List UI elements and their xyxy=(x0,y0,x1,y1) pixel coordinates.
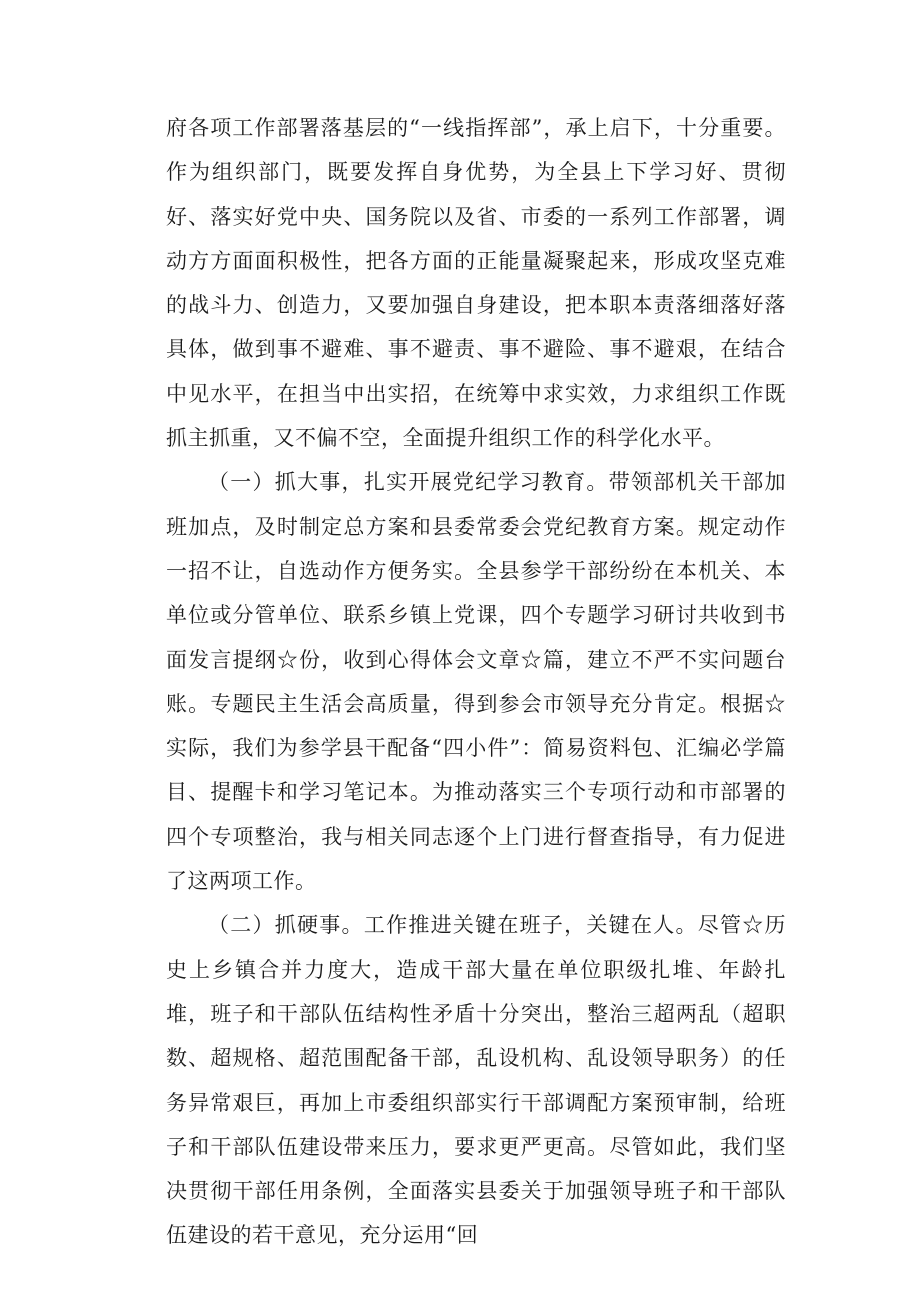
document-body xyxy=(166,106,786,1258)
paragraph-continuation: 府各项工作部署落基层的“一线指挥部”，承上启下，十分重要。作为组织部门，既要发挥自身优势，为全县上下学习好、贯彻好、落实好党中央、国务院以及省、市委的一系列工作部署，调动方方面面积极性，把各方面的正能量凝聚起来，形成攻坚克难的战斗力、创造力，又要加强自身建设，把本职本责落细落好落具体，做到事不避难、事不避责、事不避险、事不避艰，在结合中见水平，在担当中出实招，在统筹中求实效，力求组织工作既抓主抓重，又不偏不空，全面提升组织工作的科学化水平。 xyxy=(166,116,786,451)
paragraph-section-one: （一）抓大事，扎实开展党纪学习教育。带领部机关干部加班加点，及时制定总方案和县委常委会党纪教育方案。规定动作一招不让，自选动作方便务实。全县参学干部纷纷在本机关、本单位或分管单位、联系乡镇上党课，四个专题学习研讨共收到书面发言提纲☆份，收到心得体会文章☆篇，建立不严不实问题台账。专题民主生活会高质量，得到参会市领导充分肯定。根据☆实际，我们为参学县干配备“四小件”：简易资料包、汇编必学篇目、提醒卡和学习笔记本。为推动落实三个专项行动和市部署的四个专项整治，我与相关同志逐个上门进行督查指导，有力促进了这两项工作。 xyxy=(166,470,786,894)
paragraph-section-two: （二）抓硬事。工作推进关键在班子，关键在人。尽管☆历史上乡镇合并力度大，造成干部大量在单位职级扎堆、年龄扎堆，班子和干部队伍结构性矛盾十分突出，整治三超两乱（超职数、超规格、超范围配备干部，乱设机构、乱设领导职务）的任务异常艰巨，再加上市委组织部实行干部调配方案预审制，给班子和干部队伍建设带来压力，要求更严更高。尽管如此，我们坚决贯彻干部任用条例，全面落实县委关于加强领导班子和干部队伍建设的若干意见，充分运用“回 xyxy=(166,913,786,1248)
